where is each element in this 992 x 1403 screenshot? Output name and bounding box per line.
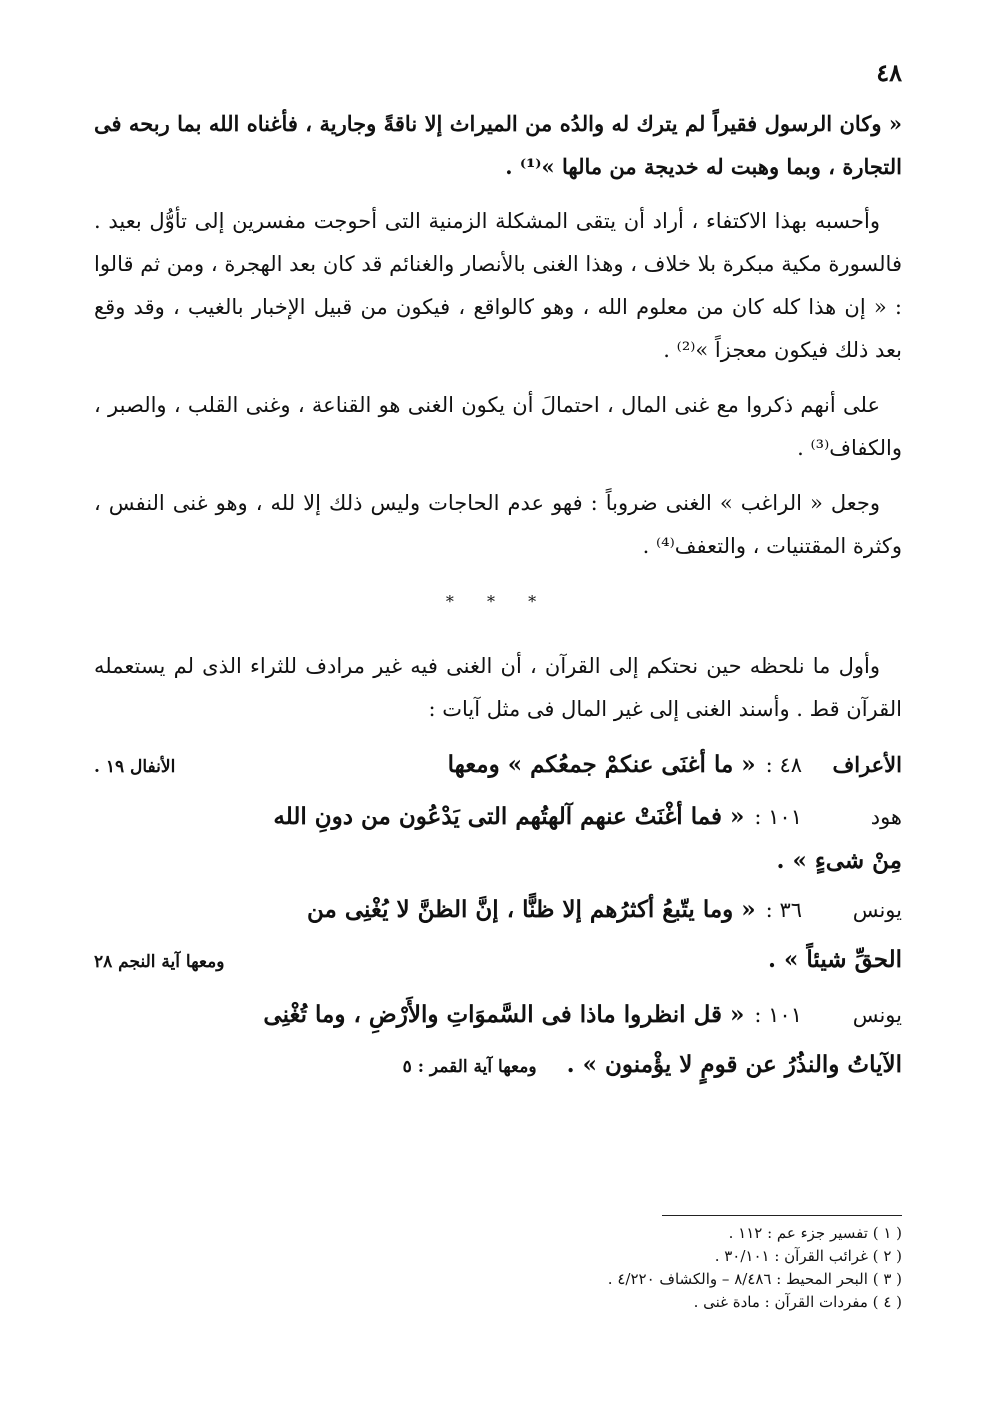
verse-row (94, 795, 902, 839)
page-number: ٤٨ (876, 58, 902, 87)
footnote-1: ( ١ ) تفسير جزء عم : ١١٢ . (728, 1224, 902, 1242)
verse-row (94, 993, 902, 1037)
verse-row (94, 888, 902, 932)
verse-text: « قل انظروا ماذا فى السَّموَاتِ والأَرْضِ ، وما تُغْنِى (263, 1001, 745, 1028)
paragraph-5: وأول ما نلحظه حين نحتكم إلى القرآن ، أن الغنى فيه غير مرادف للثراء الذى لم يستعمله القرآن قط . وأسند الغنى إلى غير المال فى مثل آيات : (94, 654, 902, 721)
footnote-divider (662, 1215, 902, 1216)
surah-name: يونس (852, 1003, 902, 1027)
related-verse-note: ومعها آية النجم ٢٨ (94, 952, 225, 972)
verse-continuation-row (94, 1043, 902, 1092)
surah-name: الأعراف (832, 752, 902, 777)
verse-continuation: الآياتُ والنذُرُ عن قومٍ لا يؤْمنون » . (566, 1051, 902, 1078)
main-text (94, 102, 902, 1092)
footnote-3: ( ٣ ) البحر المحيط : ٨/٤٨٦ – والكشاف ٤/٢٢٠ . (607, 1270, 902, 1288)
footnote-4: ( ٤ ) مفردات القرآن : مادة غنى . (693, 1293, 902, 1311)
paragraph-quote: « وكان الرسول فقيراً لم يترك له والدُه من الميراث إلا ناقةً وجارية ، فأغناه الله بما ربحه فى التجارة ، وبما وهبت له خديجة من مالها »⁽¹⁾ . (94, 111, 902, 179)
verse-text: « ما أغنَى عنكمْ جمعُكم » ومعها (447, 751, 756, 778)
verse-number: ١٠١ : (754, 1003, 802, 1027)
paragraph-4: وجعل « الراغب » الغنى ضروباً : فهو عدم الحاجات وليس ذلك إلا لله ، وهو غنى النفس ، وكثرة المقتنيات ، والتعفف⁽⁴⁾ . (94, 491, 902, 558)
verse-row (94, 743, 902, 789)
verse-number: ٣٦ : (765, 898, 802, 922)
surah-name: يونس (852, 898, 902, 922)
verse-number: ٤٨ : (765, 753, 802, 777)
related-verse-note: ومعها آية القمر : ٥ (402, 1057, 537, 1077)
paragraph-2: وأحسبه بهذا الاكتفاء ، أراد أن يتقى المشكلة الزمنية التى أحوجت مفسرين إلى تأوُّل بعيد . فالسورة مكية مبكرة بلا خلاف ، وهذا الغنى بالأنصار والغنائم قد كان بعد الهجرة ، ومن ثم قالوا : « إن هذا كله كان من معلوم الله ، وهو كالواقع ، فيكون من قبيل الإخبار بالغيب ، وقد وقع بعد ذلك فيكون معجزاً »⁽²⁾ . (94, 209, 902, 362)
paragraph-3: على أنهم ذكروا مع غنى المال ، احتمالَ أن يكون الغنى هو القناعة ، وغنى القلب ، والصبر ، والكفاف⁽³⁾ . (94, 393, 902, 460)
footnotes (202, 1222, 902, 1314)
surah-name: هود (870, 805, 902, 829)
verse-text: « وما يتّبعُ أكثرُهم إلا ظنًّا ، إنَّ الظنَّ لا يُغْنِى من (307, 896, 756, 923)
verse-continuation: الحقِّ شيئاً » . (768, 946, 902, 973)
section-separator: * * * (445, 592, 551, 611)
verse-continuation: مِنْ شىءٍ » . (776, 847, 902, 874)
footnote-2: ( ٢ ) غرائب القرآن : ٣٠/١٠١ . (714, 1247, 902, 1265)
related-verse-note: الأنفال ١٩ . (94, 757, 176, 777)
verse-number: ١٠١ : (754, 805, 802, 829)
verse-continuation-row (94, 938, 902, 987)
verse-text: « فما أغْنَتْ عنهم آلهتُهم التى يَدْعُون من دونِ الله (273, 803, 745, 830)
